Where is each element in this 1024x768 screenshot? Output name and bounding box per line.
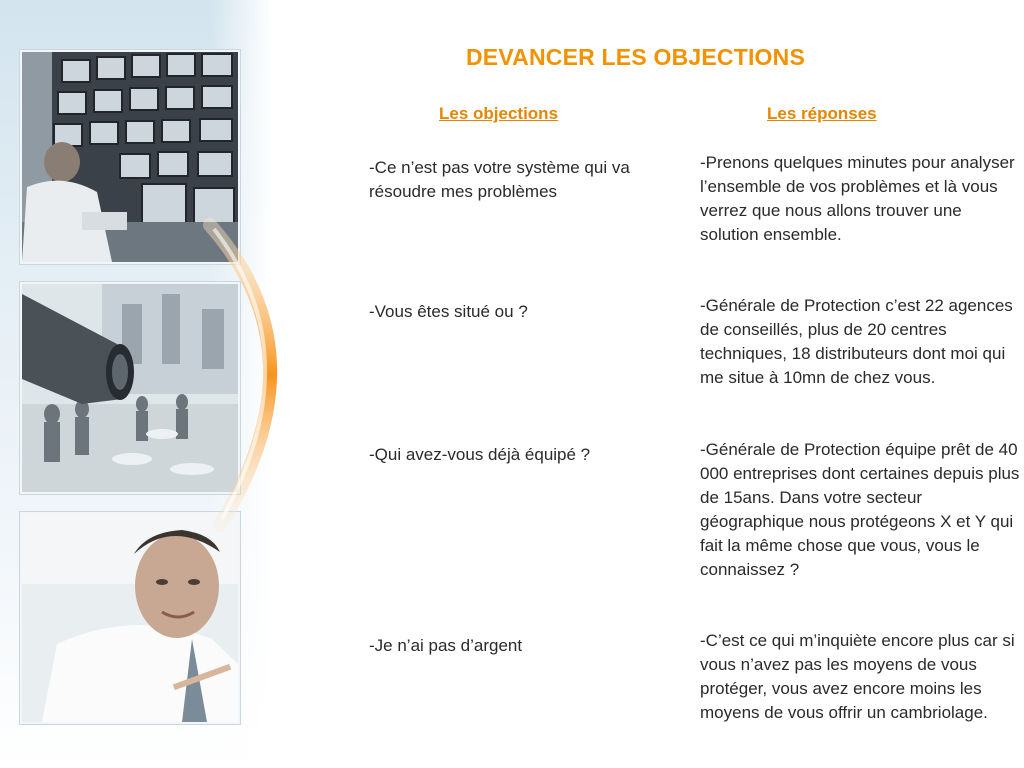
objection-3: -Qui avez-vous déjà équipé ? — [369, 445, 591, 464]
response-2: -Générale de Protection c’est 22 agences de conseillés, plus de 20 centres techniques, 18 distributeurs dont moi qui me situe à 10mn de chez vous. — [700, 296, 1013, 387]
response-4: -C’est ce qui m’inquiète encore plus car si vous n’avez pas les moyens de vous protéger, vous avez encore moins les moyens de vous offrir un cambriolage. — [700, 631, 1015, 722]
slide-title: DEVANCER LES OBJECTIONS — [466, 44, 805, 70]
response-3: -Générale de Protection équipe prêt de 40 000 entreprises dont certaines depuis plus de 15ans. Dans votre secteur géographique nous protégeons X et Y qui fait la même chose que vous, vous le connaissez ? — [700, 440, 1020, 579]
response-1: -Prenons quelques minutes pour analyser l’ensemble de vos problèmes et là vous verrez que nous allons trouver une solution ensemble. — [700, 153, 1015, 244]
objection-1: -Ce n’est pas votre système qui va résoudre mes problèmes — [369, 158, 630, 201]
orange-arc-decoration — [200, 205, 340, 545]
responses-header: Les réponses — [767, 104, 877, 123]
objection-4: -Je n’ai pas d’argent — [369, 636, 523, 655]
objection-2: -Vous êtes situé ou ? — [369, 302, 528, 321]
objections-header: Les objections — [439, 104, 559, 123]
